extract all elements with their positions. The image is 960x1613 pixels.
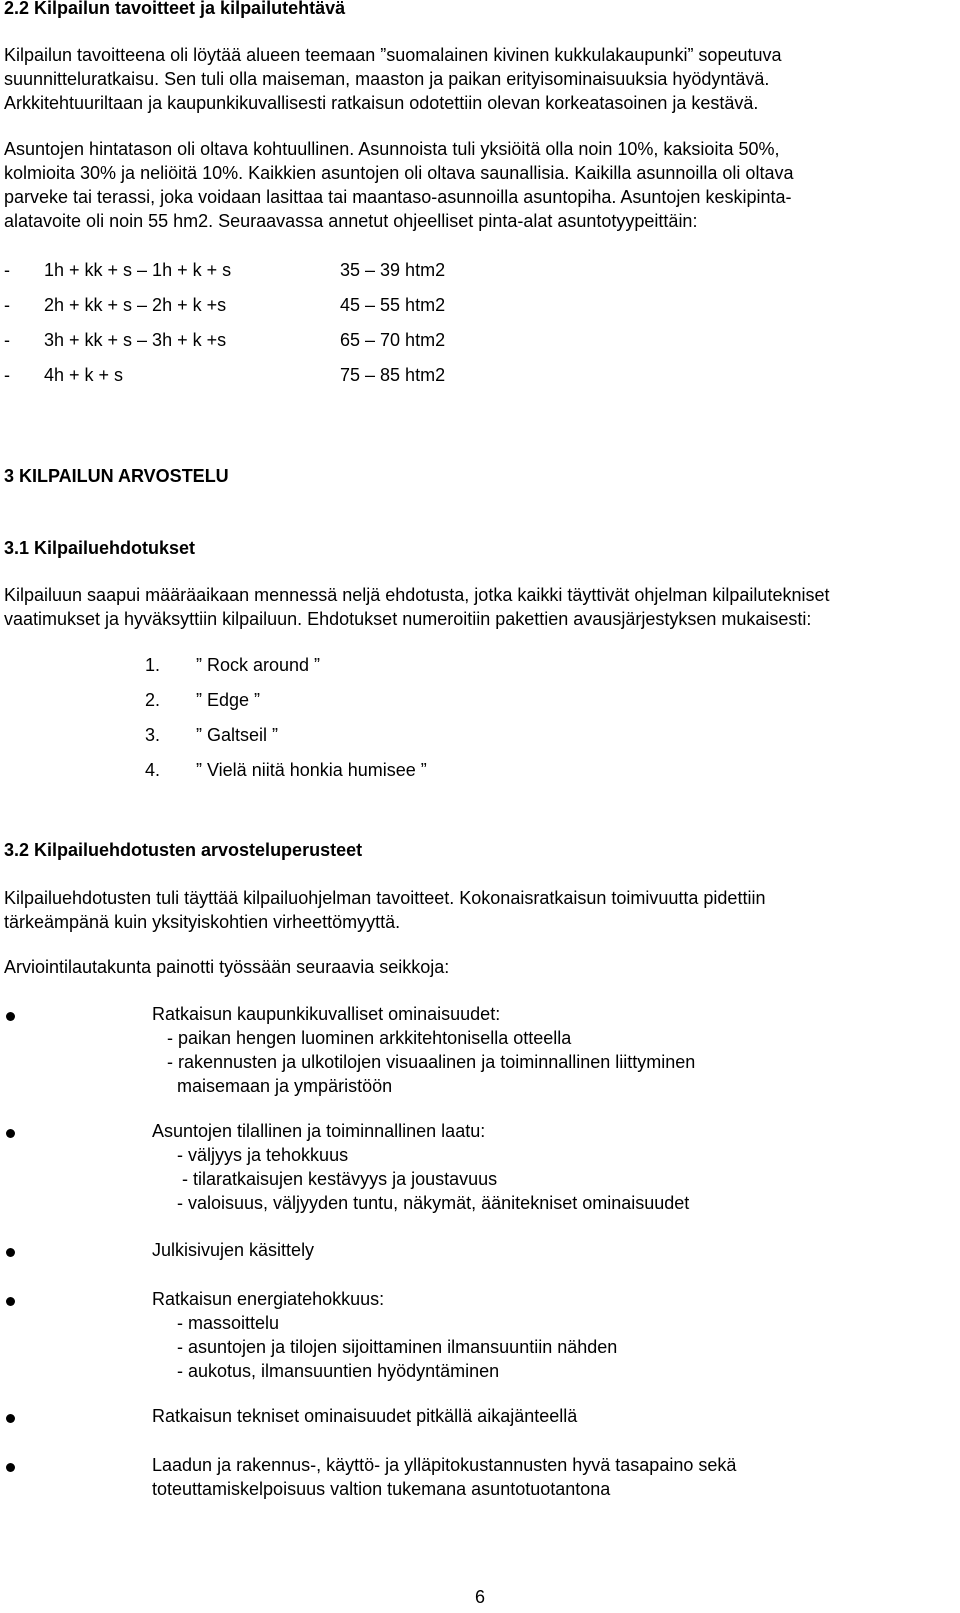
section-3-heading: 3 KILPAILUN ARVOSTELU: [4, 466, 229, 486]
entry-number: 2.: [144, 690, 160, 710]
list-dash: -: [4, 330, 10, 350]
paragraph-line: Asuntojen hintatason oli oltava kohtuullinen. Asunnoista tuli yksiöitä olla noin 10%, kaksioita 50%,: [4, 139, 780, 159]
section-3-1-heading: 3.1 Kilpailuehdotukset: [4, 538, 196, 558]
paragraph-line: vaatimukset ja hyväksyttiin kilpailuun. Ehdotukset numeroitiin pakettien avausjärjestyksen mukaisesti:: [4, 609, 812, 629]
entry-item: [0, 653, 960, 677]
criterion-line: - massoittelu: [152, 1313, 280, 1333]
entry-number: 4.: [144, 760, 160, 780]
apartment-area: 75 – 85 htm2: [340, 365, 446, 385]
criterion-line: - tilaratkaisujen kestävyys ja joustavuus: [152, 1169, 498, 1189]
criterion-line: - paikan hengen luominen arkkitehtonisella otteella: [152, 1028, 572, 1048]
criterion-line: Ratkaisun tekniset ominaisuudet pitkällä aikajänteellä: [152, 1406, 578, 1426]
entry-number: 3.: [144, 725, 160, 745]
apartment-type-row: [0, 328, 960, 352]
list-dash: -: [4, 365, 10, 385]
list-dash: -: [4, 260, 10, 280]
paragraph-line: Kilpailun tavoitteena oli löytää alueen teemaan ”suomalainen kivinen kukkulakaupunki” sopeutuva: [4, 45, 782, 65]
paragraph-line: alatavoite oli noin 55 hm2. Seuraavassa annetut ohjeelliset pinta-alat asuntotyypeittäin:: [4, 211, 698, 231]
criteria-intro: Arviointilautakunta painotti työssään seuraavia seikkoja:: [4, 957, 450, 977]
paragraph-line: Kilpailuun saapui määräaikaan mennessä neljä ehdotusta, jotka kaikki täyttivät ohjelman kilpailutekniset: [4, 585, 830, 605]
criterion-line: Asuntojen tilallinen ja toiminnallinen laatu:: [152, 1121, 486, 1141]
apartment-type: 2h + kk + s – 2h + k +s: [44, 295, 227, 315]
criterion-line: Ratkaisun kaupunkikuvalliset ominaisuudet:: [152, 1004, 501, 1024]
bullet-icon: [6, 1463, 15, 1472]
criterion-line: Julkisivujen käsittely: [152, 1240, 315, 1260]
criterion-line: Laadun ja rakennus-, käyttö- ja ylläpitokustannusten hyvä tasapaino sekä: [152, 1455, 737, 1475]
criterion-line: - väljyys ja tehokkuus: [152, 1145, 349, 1165]
paragraph-line: parveke tai terassi, joka voidaan lasittaa tai maantaso-asunnoilla asuntopiha. Asuntojen keskipinta-: [4, 187, 792, 207]
apartment-type-row: [0, 293, 960, 317]
apartment-area: 65 – 70 htm2: [340, 330, 446, 350]
page-number: 6: [474, 1587, 485, 1607]
section-3-2-heading: 3.2 Kilpailuehdotusten arvosteluperusteet: [4, 840, 363, 860]
bullet-icon: [6, 1248, 15, 1257]
criterion-line: Ratkaisun energiatehokkuus:: [152, 1289, 385, 1309]
entry-item: [0, 723, 960, 747]
apartment-type-row: [0, 363, 960, 387]
apartment-type: 3h + kk + s – 3h + k +s: [44, 330, 227, 350]
criterion-line: - asuntojen ja tilojen sijoittaminen ilmansuuntiin nähden: [152, 1337, 618, 1357]
bullet-icon: [6, 1129, 15, 1138]
list-dash: -: [4, 295, 10, 315]
apartment-type-row: [0, 258, 960, 282]
entry-item: [0, 758, 960, 782]
entry-name: ” Edge ”: [196, 690, 261, 710]
entry-item: [0, 688, 960, 712]
apartment-type: 1h + kk + s – 1h + k + s: [44, 260, 232, 280]
criterion-line: toteuttamiskelpoisuus valtion tukemana asuntotuotantona: [152, 1479, 611, 1499]
section-2-2-heading: 2.2 Kilpailun tavoitteet ja kilpailutehtävä: [4, 0, 346, 18]
entry-name: ” Vielä niitä honkia humisee ”: [196, 760, 427, 780]
bullet-icon: [6, 1297, 15, 1306]
criterion-line: - valoisuus, väljyyden tuntu, näkymät, äänitekniset ominaisuudet: [152, 1193, 690, 1213]
bullet-icon: [6, 1012, 15, 1021]
criterion-line: - rakennusten ja ulkotilojen visuaalinen ja toiminnallinen liittyminen: [152, 1052, 696, 1072]
apartment-type: 4h + k + s: [44, 365, 124, 385]
bullet-icon: [6, 1414, 15, 1423]
criterion-line: maisemaan ja ympäristöön: [152, 1076, 393, 1096]
entry-name: ” Rock around ”: [196, 655, 321, 675]
criterion-line: - aukotus, ilmansuuntien hyödyntäminen: [152, 1361, 500, 1381]
paragraph-line: Kilpailuehdotusten tuli täyttää kilpailuohjelman tavoitteet. Kokonaisratkaisun toimivuutta pidettiin: [4, 888, 766, 908]
paragraph-line: suunnitteluratkaisu. Sen tuli olla maiseman, maaston ja paikan erityisominaisuuksia hyödyntävä.: [4, 69, 770, 89]
apartment-area: 45 – 55 htm2: [340, 295, 446, 315]
entry-name: ” Galtseil ”: [196, 725, 279, 745]
paragraph-line: Arkkitehtuuriltaan ja kaupunkikuvallisesti ratkaisun odotettiin olevan korkeatasoinen ja kestävä.: [4, 93, 759, 113]
entry-number: 1.: [144, 655, 160, 675]
paragraph-line: tärkeämpänä kuin yksityiskohtien virheettömyyttä.: [4, 912, 401, 932]
apartment-area: 35 – 39 htm2: [340, 260, 446, 280]
paragraph-line: kolmioita 30% ja neliöitä 10%. Kaikkien asuntojen oli oltava saunallisia. Kaikilla asunnoilla oli oltava: [4, 163, 794, 183]
